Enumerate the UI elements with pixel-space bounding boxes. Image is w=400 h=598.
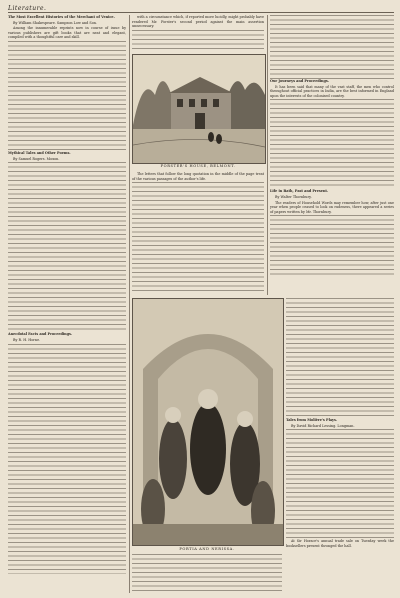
text-block	[270, 15, 394, 79]
right-column-top	[270, 15, 394, 293]
article-paragraph: The readers of Household Words may remember how, after just one year when people ceased to look on rudeness, there appeared a series of papers written by Mr. Thornbury.	[270, 200, 394, 214]
mid-column-top	[132, 15, 264, 51]
article-paragraph: Among the innumerable reprints now in course of issue by various publishers are gift books that are neat and elegant, compiled with a thoughtful care and skill.	[8, 26, 126, 40]
portia-engraving	[133, 299, 283, 545]
article-heading: Anecdotal Facts and Proceedings.	[8, 332, 73, 337]
right-column-bottom	[286, 298, 394, 593]
text-block	[270, 99, 394, 189]
article-byline: By Samuel Rogers. Moxon.	[13, 156, 60, 161]
article-heading: Mythical Tales and Other Poems.	[8, 151, 71, 156]
article-heading: Our Journeys and Proceedings.	[270, 79, 329, 83]
figure-caption: FORSTER'S HOUSE, BELMONT.	[160, 164, 236, 168]
text-block	[8, 41, 126, 151]
left-column	[8, 15, 126, 595]
article-byline: By Walter Thornbury.	[275, 195, 312, 200]
column-divider	[129, 15, 130, 593]
article-paragraph: The letters that follow the long quotation in the middle of the page treat of the various passages of the author's life.	[132, 172, 264, 181]
text-block	[286, 298, 394, 418]
text-block	[8, 344, 126, 574]
house-engraving	[133, 55, 265, 163]
section-heading: Literature.	[8, 5, 47, 12]
header-rule	[8, 12, 394, 13]
article-heading: Tales from Molière's Plays.	[286, 418, 338, 422]
article-byline: By R. H. Horne.	[13, 338, 41, 343]
article-paragraph: At Sir Horace's annual trade sale on Tuesday week the booksellers present thronged the hall.	[286, 539, 394, 548]
figure-caption: PORTIA AND NERISSA.	[179, 547, 235, 551]
text-block	[132, 30, 264, 51]
text-block	[286, 429, 394, 539]
article-paragraph: with a circumstance which, if reported more lucidly, might probably have rendered Mr. Forster's second period against the main assertion unnecessary.	[132, 15, 264, 28]
text-block	[8, 162, 126, 332]
article-paragraph: It has been said that many of the vast staff, the men who control throughout official practices in India, are the best informed in England upon the interests of the colonised country.	[270, 84, 394, 98]
article-heading: The Most Excellent Histories of the Merchant of Venice.	[8, 15, 115, 19]
text-block	[132, 554, 282, 594]
text-block	[270, 215, 394, 275]
illustration-portia	[132, 298, 284, 546]
illustration-house	[132, 54, 266, 164]
text-block	[132, 182, 264, 292]
article-heading: Life in Bath, Past and Present.	[270, 189, 329, 194]
mid-column-bottom	[132, 554, 282, 594]
mid-column-middle	[132, 172, 264, 292]
article-byline: By William Shakespeare. Sampson Low and Son.	[13, 20, 97, 25]
article-byline: By David Richard Lessing. Longman.	[291, 423, 355, 428]
column-divider	[267, 15, 268, 295]
